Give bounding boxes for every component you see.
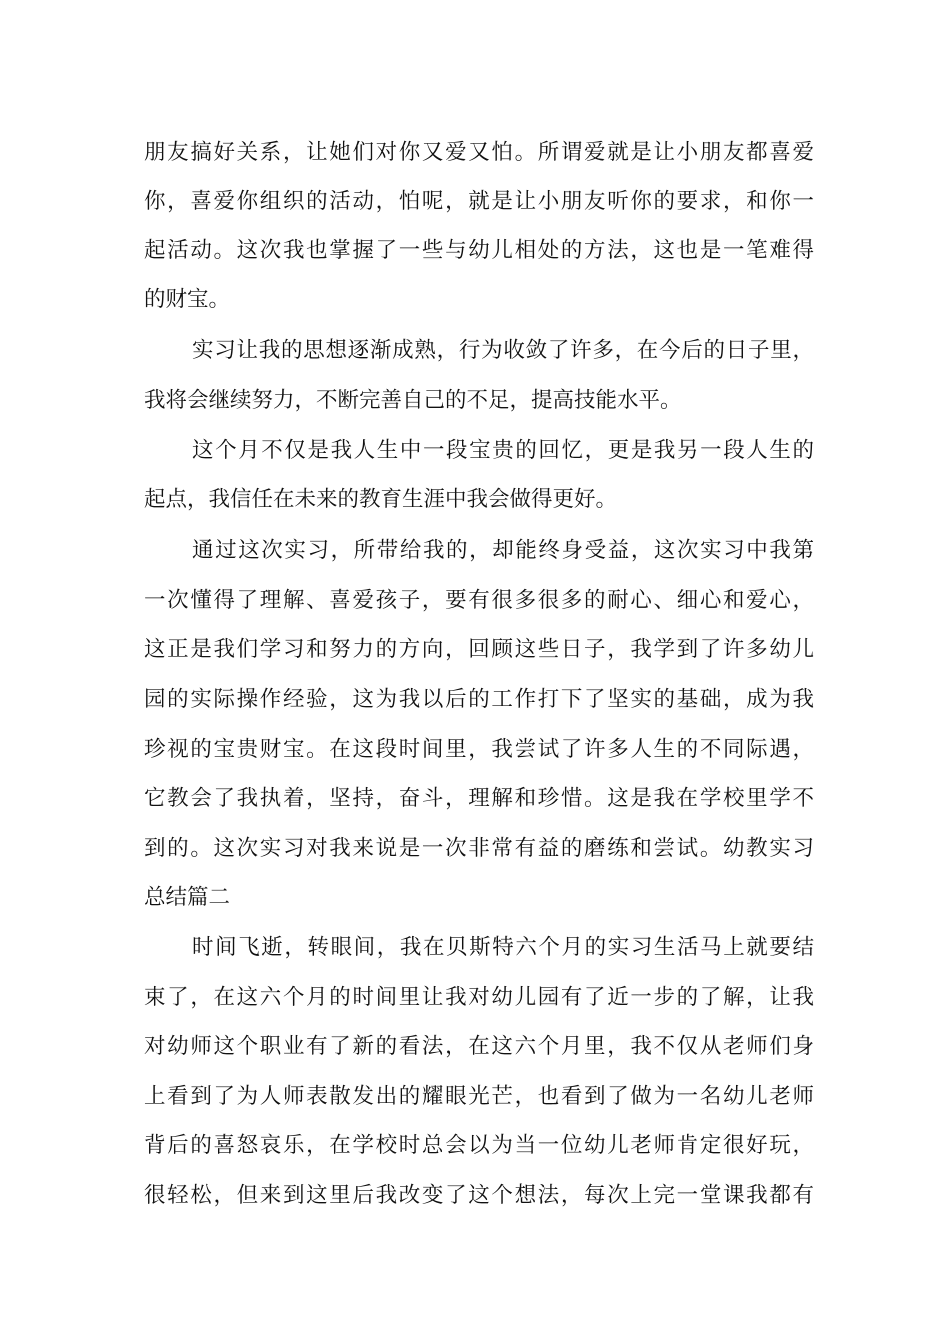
text-line: 时间飞逝，转眼间，我在贝斯特六个月的实习生活马上就要结 [192, 935, 814, 960]
text-line: 到的。这次实习对我来说是一次非常有益的磨练和尝试。幼教实习 [144, 836, 814, 861]
text-line: 一次懂得了理解、喜爱孩子，要有很多很多的耐心、细心和爱心， [144, 588, 814, 613]
text-line: 很轻松，但来到这里后我改变了这个想法，每次上完一堂课我都有 [144, 1183, 814, 1208]
text-line: 这个月不仅是我人生中一段宝贵的回忆，更是我另一段人生的 [192, 438, 814, 463]
text-line: 珍视的宝贵财宝。在这段时间里，我尝试了许多人生的不同际遇， [144, 737, 814, 762]
text-line: 的财宝。 [144, 287, 231, 312]
text-line: 这正是我们学习和努力的方向，回顾这些日子，我学到了许多幼儿 [144, 637, 814, 662]
text-line: 背后的喜怒哀乐，在学校时总会以为当一位幼儿老师肯定很好玩， [144, 1133, 814, 1158]
text-line: 园的实际操作经验，这为我以后的工作打下了坚实的基础，成为我 [144, 687, 814, 712]
text-line: 对幼师这个职业有了新的看法，在这六个月里，我不仅从老师们身 [144, 1034, 814, 1059]
text-line: 它教会了我执着，坚持，奋斗，理解和珍惜。这是我在学校里学不 [144, 786, 814, 811]
text-line: 上看到了为人师表散发出的耀眼光芒，也看到了做为一名幼儿老师 [144, 1084, 814, 1109]
text-line: 起点，我信任在未来的教育生涯中我会做得更好。 [144, 487, 618, 512]
text-line: 起活动。这次我也掌握了一些与幼儿相处的方法，这也是一笔难得 [144, 238, 814, 263]
text-line: 你，喜爱你组织的活动，怕呢，就是让小朋友听你的要求，和你一 [144, 189, 814, 214]
text-line: 朋友搞好关系，让她们对你又爱又怕。所谓爱就是让小朋友都喜爱 [144, 140, 814, 165]
text-line: 束了，在这六个月的时间里让我对幼儿园有了近一步的了解，让我 [144, 985, 814, 1010]
text-line: 通过这次实习，所带给我的，却能终身受益，这次实习中我第 [192, 538, 814, 563]
text-line: 总结篇二 [144, 885, 231, 910]
text-line: 我将会继续努力，不断完善自己的不足，提高技能水平。 [144, 388, 682, 413]
text-line: 实习让我的思想逐渐成熟，行为收敛了许多，在今后的日子里， [192, 338, 814, 363]
